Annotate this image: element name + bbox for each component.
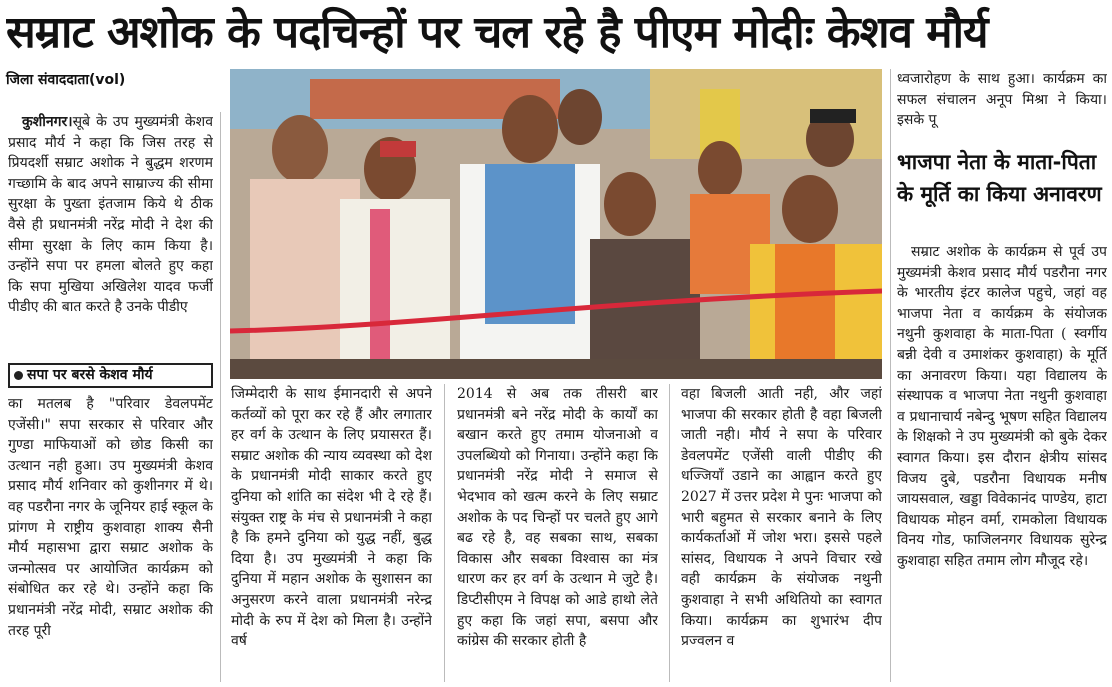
column-2-text: जिम्मेदारी के साथ ईमानदारी से अपने कर्तव्यों को पूरा कर रहे हैं और लगातार हर वर्ग के उत्थान के लिए प्रयासरत हैं। सम्राट अशोक की न्याय व्यवस्था को देश के प्रधानमंत्री मोदी साकार करते हुए दुनिया को शांति का संदेश भी दे रहे हैं। संयुक्त राष्ट्र के मंच से प्रधानमंत्री ने कहा है कि हमने दुनिया को युद्ध नहीं, बुद्ध दिया है। उप मुख्यमंत्री ने कहा कि दुनिया में महान अशोक के सुशासन का अनुसरण करने वाला प्रधानमंत्री नरेन्द्र मोदी के रुप में देश को मिला है। उन्होंने वर्ष — [231, 386, 432, 650]
column-1-bottom-text: का मतलब है "परिवार डेवलपमेंट एजेंसी।" सपा सरकार से परिवार और गुण्डा माफियाओं को छोड किसी का उत्थान नही हुआ। उप मुख्यमंत्री केशव प्रसाद मौर्य शनिवार को कुशीनगर में थे। वह पडरौना नगर के जूनियर हाई स्कूल के प्रांगण मे राष्ट्रीय कुशवाहा शाक्य सैनी मौर्य महासभा द्वारा सम्राट अशोक के जन्मोत्सव पर आयोजित कार्यक्रम को संबोधित कर रहे थे। उन्होंने कहा कि प्रधानमंत्री नरेंद्र मोदी, सम्राट अशोक की तरह पूरी — [8, 396, 213, 639]
column-1-bottom — [8, 394, 213, 684]
column-5-bottom — [897, 242, 1107, 684]
subhead-box — [8, 363, 213, 388]
column-divider — [669, 384, 670, 682]
column-4-text: वहा बिजली आती नही, और जहां भाजपा की सरकार होती है वहा बिजली जाती नही। मौर्य ने सपा के परिवार डेवलपमेंट एजेंसी वाली पीडीए की धज्जियाँ उडाने का आह्वान करते हुए 2027 में उत्तर प्रदेश मे पुनः भाजपा को भारी बहुमत से सरकार बनाने के लिए कार्यकर्ताओं में जोश भरा। इससे पहले सांसद, विधायक ने अपने विचार रखे वही कार्यक्रम के संयोजक नथुनी कुशवाहा ने सभी अथितियो का स्वागत किया। कार्यक्रम का शुभारंभ दीप प्रज्वलन व — [681, 386, 882, 650]
ribbon-cutting-photo — [230, 69, 882, 379]
byline: जिला संवाददाता(vol) — [6, 72, 126, 88]
column-5-top-text: ध्वजारोहण के साथ हुआ। कार्यक्रम का सफल संचालन अनूप मिश्रा ने किया। इसके पू — [897, 71, 1107, 129]
column-5-top — [897, 69, 1107, 135]
column-2 — [231, 384, 432, 684]
column-1-top — [8, 112, 213, 360]
column-3-text: 2014 से अब तक तीसरी बार प्रधानमंत्री बने नरेंद्र मोदी के कार्यों का बखान करते हुए तमाम योजनाओ व उपलब्धियो को गिनाया। उन्होंने कहा कि प्रधानमंत्री नरेंद्र मोदी ने समाज से भेदभाव को खत्म करने के लिए सम्राट अशोक के पद चिन्हों पर चलते हुए आगे बढ रहे है, वह सबका साथ, सबका विकास और सबका विश्वास का मंत्र धारण कर हर वर्ग के उत्थान मे जुटे है। डिप्टीसीएम ने विपक्ष को आडे हाथो लेते हुए कहा कि जहां सपा, बसपा और कांग्रेस की सरकार होती है — [457, 386, 658, 650]
column-1-top-text: सूबे के उप मुख्यमंत्री केशव प्रसाद मौर्य ने कहा कि जिस तरह से प्रियदर्शी सम्राट अशोक ने बुद्धम शरणम गच्छामि के बाद अपने साम्राज्य की सीमा सुरक्षा के पुख्ता इंतजाम किये थे ठीक वैसे ही प्रधानमंत्री नरेंद्र मोदी ने देश की सीमा सुरक्षा के लिए काम किया है। उन्होंने सपा पर हमला बोलते हुए कहा कि सपा मुखिया अखिलेश यादव फर्जी पीडीए की बात करते है उनके पीडीए — [8, 114, 213, 316]
side-headline: भाजपा नेता के माता-पिता के मूर्ति का किया अनावरण — [897, 150, 1102, 206]
bullet-dot-icon — [14, 371, 23, 380]
column-divider — [444, 384, 445, 682]
column-divider — [890, 69, 891, 682]
headline: सम्राट अशोक के पदचिन्हों पर चल रहे है पीएम मोदीः केशव मौर्य — [6, 7, 988, 58]
column-3 — [457, 384, 658, 684]
column-5-bottom-text: सम्राट अशोक के कार्यक्रम से पूर्व उप मुख्यमंत्री केशव प्रसाद मौर्य पडरौना नगर के भारतीय इंटर कालेज पहुचे, जहां वह भाजपा नेता व कार्यक्रम के संयोजक नथुनी कुशवाहा के माता-पिता ( स्वर्गीय बन्नी देवी व उमाशंकर कुशवाहा) के मूर्ति का अनावरण किया। यहा विद्यालय के संस्थापक व भाजपा नेता नथुनी कुशवाहा व प्रधानाचार्य नबेन्दु भूषण सहित विद्यालय के शिक्षको ने उप मुख्यमंत्री को बुके देकर स्वागत किया। इस दौरान क्षेत्रीय सांसद विजय दुबे, पडरौना विधायक मनीष जायसवाल, खड्डा विवेकानंद पाण्डेय, हाटा विधायक मोहन वर्मा, रामकोला विधायक विनय गोड, फाजिलनगर विधायक सुरेन्द्र कुशवाहा सहित तमाम लोग मौजूद रहे। — [897, 244, 1107, 569]
subhead-text: सपा पर बरसे केशव मौर्य — [27, 367, 153, 383]
news-photo — [230, 69, 882, 379]
column-divider — [220, 112, 221, 682]
dateline: कुशीनगर। — [22, 114, 73, 130]
column-4 — [681, 384, 882, 684]
